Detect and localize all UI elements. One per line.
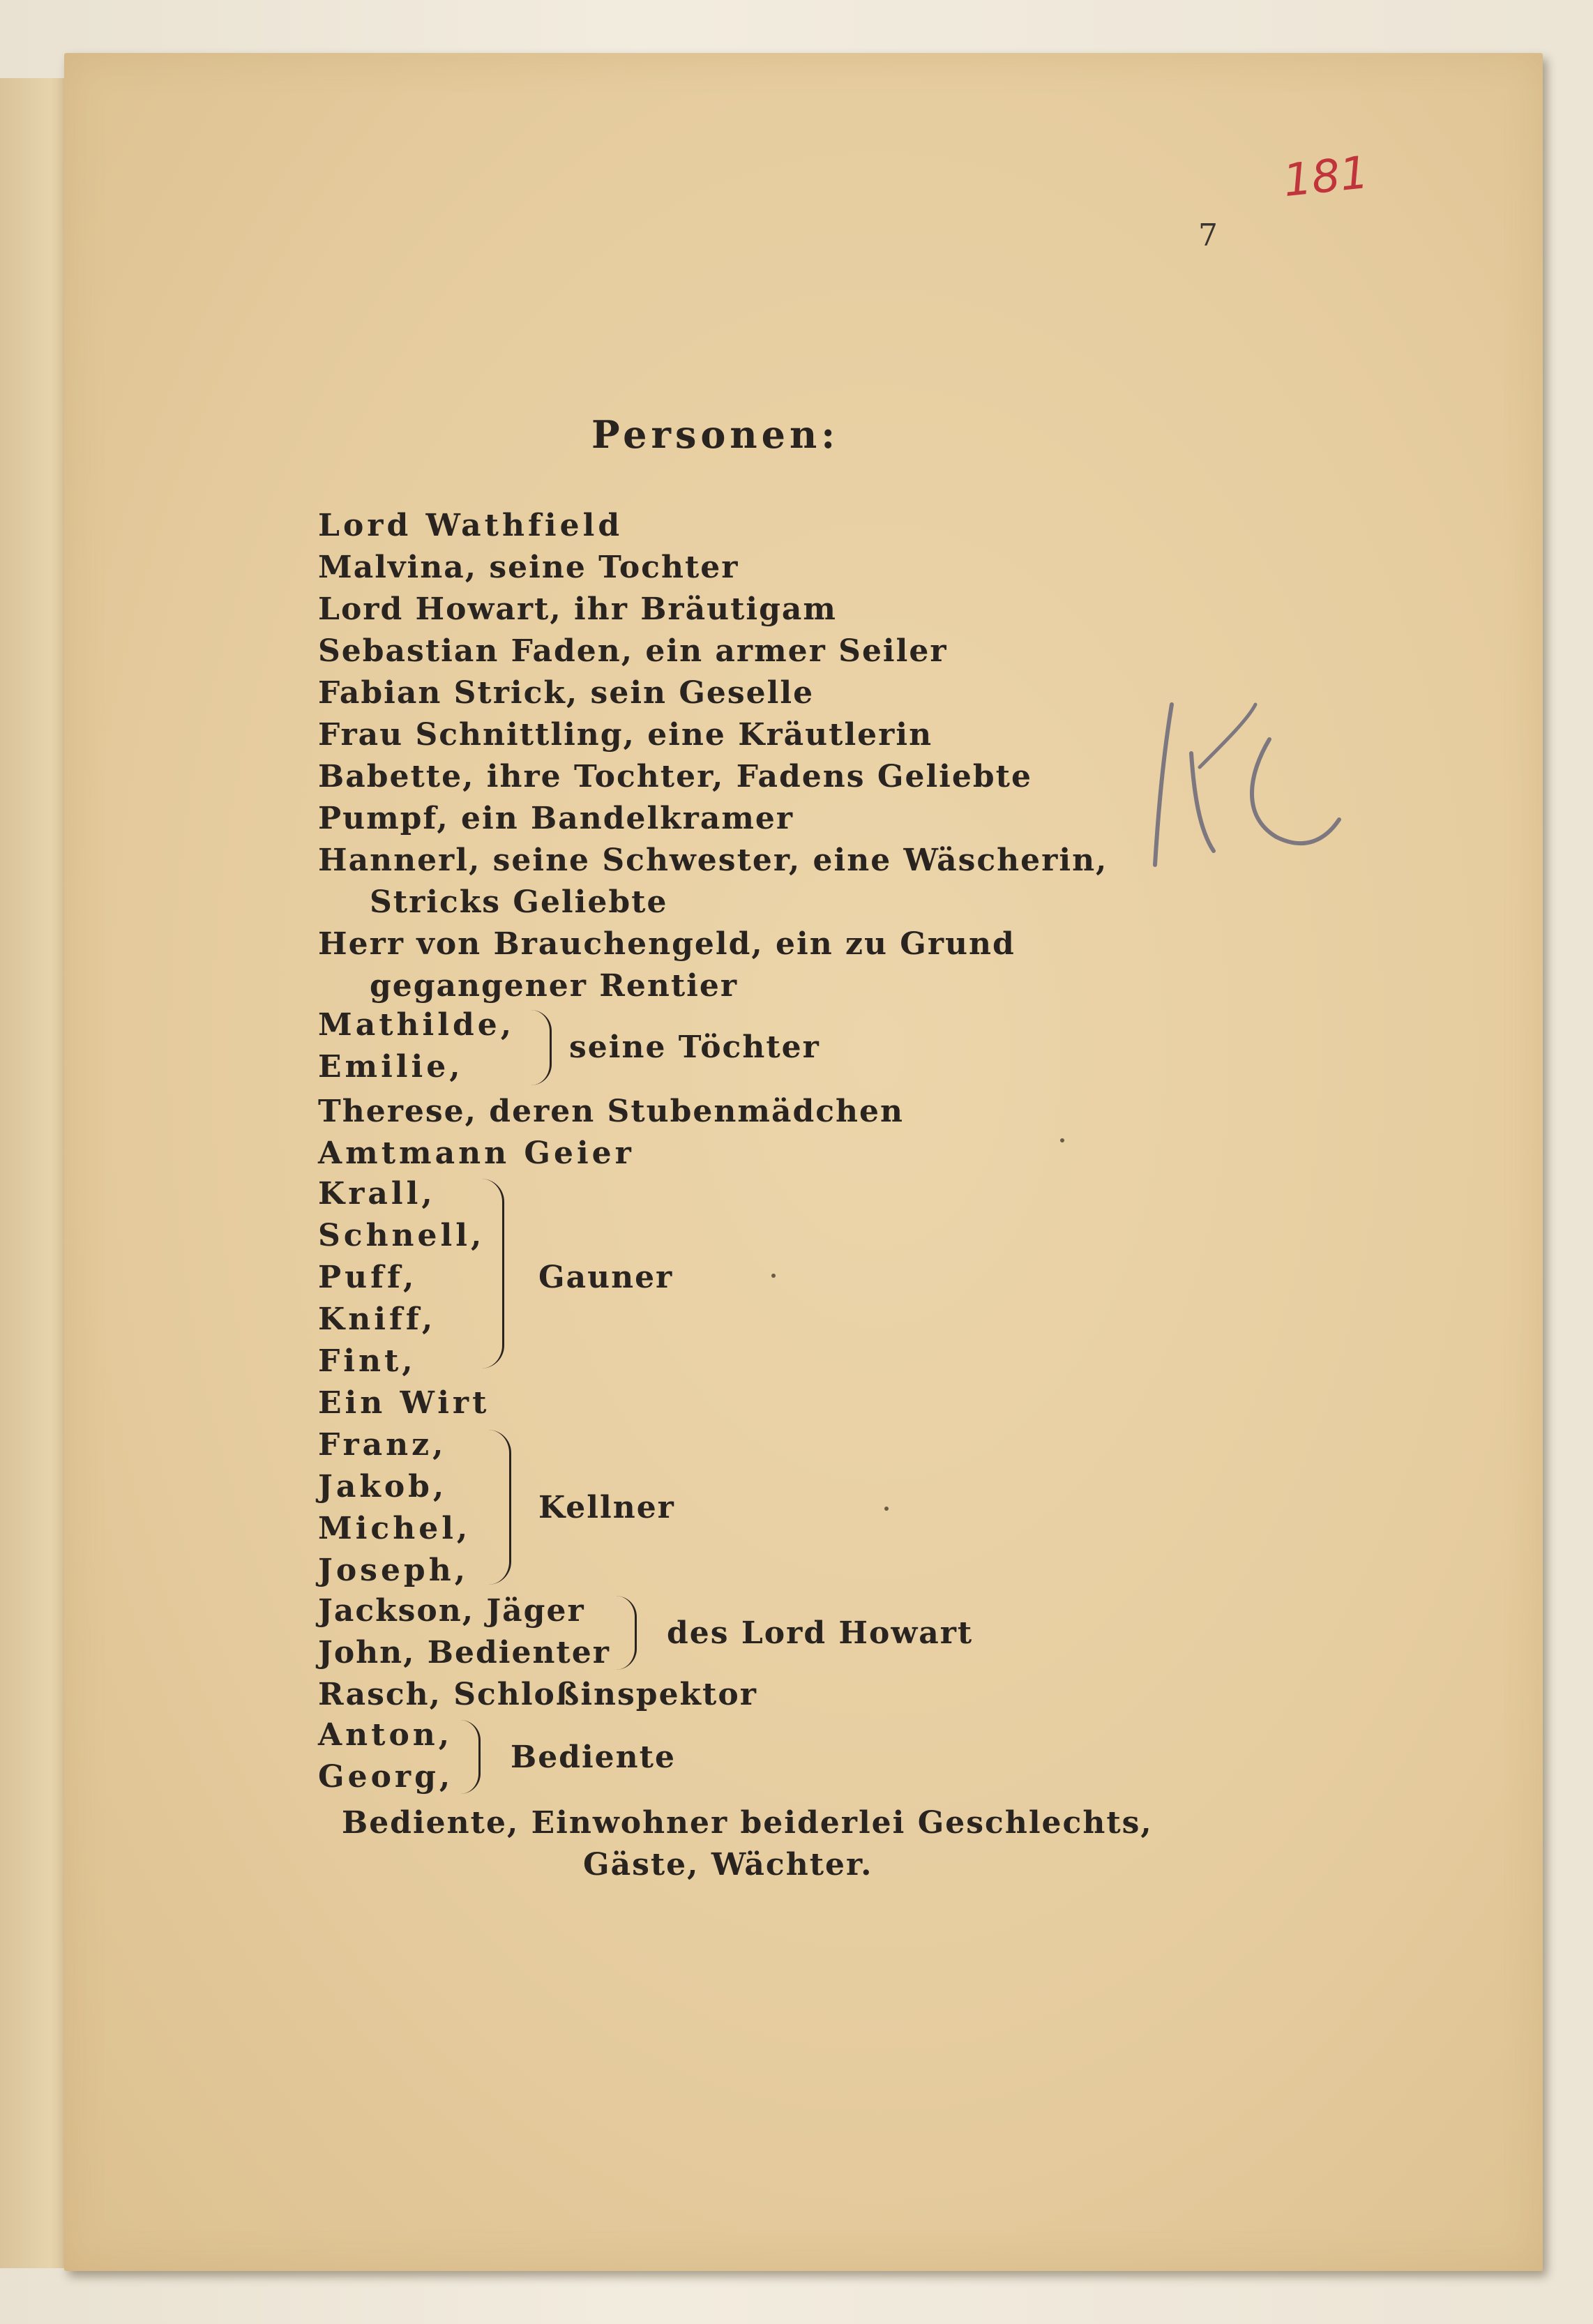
cast-line: Amtmann Geier <box>318 1135 635 1171</box>
gauner-name: Krall, <box>318 1176 436 1212</box>
daughter-name: Mathilde, <box>318 1007 515 1043</box>
cast-line: Lord Wathfield <box>318 508 624 543</box>
kellner-name: Joseph, <box>318 1553 469 1588</box>
closing-line: Gäste, Wächter. <box>583 1847 873 1882</box>
page-number: 7 <box>1198 218 1218 253</box>
bediente-brace <box>460 1720 481 1794</box>
bediente-label: Bediente <box>511 1740 676 1775</box>
cast-line: Herr von Brauchengeld, ein zu Grund <box>318 926 1016 962</box>
gauner-name: Fint, <box>318 1343 416 1379</box>
cast-line: Hannerl, seine Schwester, eine Wäscherin, <box>318 843 1108 878</box>
daughter-name: Emilie, <box>318 1049 464 1085</box>
cast-line-continued: Stricks Geliebte <box>370 884 668 920</box>
cast-line: Babette, ihre Tochter, Fadens Geliebte <box>318 759 1032 794</box>
closing-line: Bediente, Einwohner beiderlei Geschlechts, <box>342 1805 1153 1841</box>
servant-name: Jackson, Jäger <box>318 1593 585 1629</box>
cast-line: Fabian Strick, sein Geselle <box>318 675 815 711</box>
gauner-name: Kniff, <box>318 1301 437 1337</box>
cast-line-continued: gegangener Rentier <box>370 968 739 1004</box>
gauner-name: Schnell, <box>318 1218 485 1253</box>
servants-brace <box>615 1596 637 1670</box>
daughters-label: seine Töchter <box>569 1029 820 1065</box>
bediente-name: Anton, <box>318 1717 453 1753</box>
paper-speck <box>884 1507 889 1511</box>
gauner-name: Puff, <box>318 1260 418 1295</box>
kellner-brace <box>488 1430 511 1585</box>
kellner-label: Kellner <box>538 1490 675 1525</box>
daughters-brace <box>530 1010 552 1085</box>
bediente-name: Georg, <box>318 1759 454 1795</box>
servant-name: John, Bedienter <box>318 1635 610 1670</box>
gauner-label: Gauner <box>538 1260 674 1295</box>
cast-line: Frau Schnittling, eine Kräutlerin <box>318 717 933 753</box>
gauner-brace <box>481 1179 504 1368</box>
cast-line: Rasch, Schloßinspektor <box>318 1677 757 1712</box>
pencil-scribble-icon <box>1116 691 1346 872</box>
kellner-name: Michel, <box>318 1511 471 1546</box>
archive-number: 181 <box>1281 146 1371 208</box>
cast-line: Therese, deren Stubenmädchen <box>318 1094 904 1129</box>
kellner-name: Jakob, <box>318 1469 448 1504</box>
page-title: Personen: <box>591 412 840 457</box>
cast-line: Ein Wirt <box>318 1385 490 1421</box>
cast-line: Sebastian Faden, ein armer Seiler <box>318 633 948 669</box>
cast-line: Lord Howart, ihr Bräutigam <box>318 591 837 627</box>
cast-line: Pumpf, ein Bandelkramer <box>318 801 794 836</box>
kellner-name: Franz, <box>318 1427 447 1463</box>
paper-speck <box>771 1274 776 1278</box>
servants-label: des Lord Howart <box>667 1615 974 1651</box>
paper-speck <box>1060 1138 1064 1142</box>
cast-line: Malvina, seine Tochter <box>318 550 739 585</box>
document-page <box>64 53 1543 2271</box>
